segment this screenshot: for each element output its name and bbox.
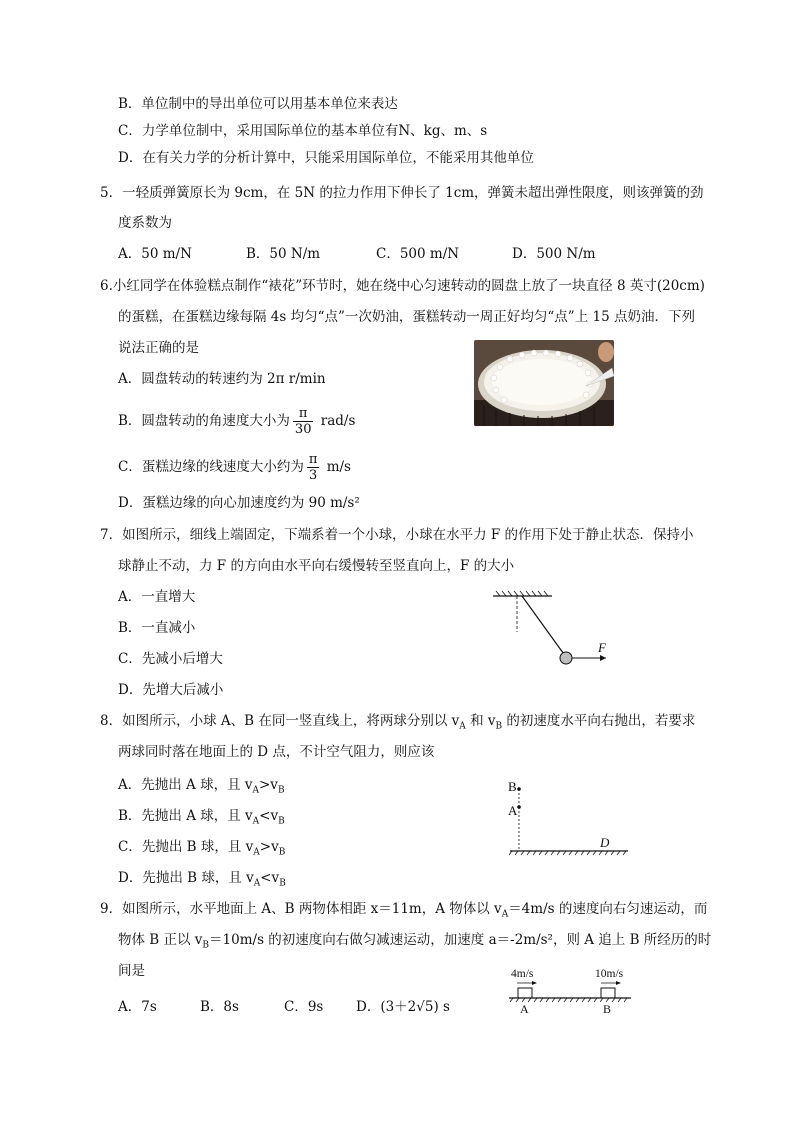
q9-figure-a-label: A — [520, 1002, 529, 1015]
q9-option-a: A．7s — [118, 999, 157, 1015]
q8-projectile-figure — [500, 774, 635, 863]
q7-pendulum-figure — [488, 588, 628, 677]
q9-option-b: B．8s — [200, 999, 239, 1015]
q8-option-c-op: >v — [259, 839, 279, 855]
q9-motion-figure — [505, 963, 635, 1019]
q7-option-b: B．一直减小 — [118, 620, 196, 636]
q6-option-c-fraction — [307, 452, 320, 483]
q8-option-a-text: A．先抛出 A 球，且 v — [118, 777, 253, 793]
q6-option-c-numerator: π — [308, 452, 318, 467]
q6-option-c — [118, 450, 351, 484]
q9-stem-line2 — [118, 930, 711, 956]
q5-stem-line1: 5．一轻质弹簧原长为 9cm，在 5N 的拉力作用下伸长了 1cm，弹簧未超出弹性限度，则该弹簧的劲 — [100, 185, 704, 201]
q8-option-d — [118, 868, 286, 894]
q6-option-a: A．圆盘转动的转速约为 2π r/min — [118, 371, 326, 387]
q6-option-b-numerator: π — [293, 406, 314, 422]
q6-option-c-denominator: 3 — [308, 468, 318, 483]
q8-stem-part3: 的初速度水平向右抛出，若要求 — [506, 713, 696, 729]
q8-option-b — [118, 806, 285, 832]
q6-stem-line2: 的蛋糕，在蛋糕边缘每隔 4s 均匀“点”一次奶油，蛋糕转动一周正好均匀“点”上 15 点奶油．下列 — [118, 309, 695, 325]
q8-option-a-op: >v — [259, 777, 278, 793]
q9-figure-vb-label: 10m/s — [595, 968, 624, 980]
q8-option-b-sub2: B — [278, 816, 285, 827]
q9-stem-part2: ＝4m/s 的速度向右匀速运动，而 — [508, 901, 708, 917]
q8-option-d-sub2: B — [279, 878, 286, 889]
q7-option-a: A．一直增大 — [118, 589, 196, 605]
q6-stem-line3: 说法正确的是 — [118, 340, 199, 356]
q8-option-d-op: <v — [260, 870, 280, 886]
cake-photo-drawing — [474, 340, 614, 426]
q9-sub-b: B — [202, 940, 210, 951]
q6-option-b-unit: rad/s — [320, 413, 356, 429]
q6-option-b-fraction — [293, 406, 314, 437]
q9-figure-b-label: B — [603, 1002, 612, 1015]
q8-option-d-sub1: A — [253, 878, 261, 889]
q8-option-a-sub2: B — [277, 785, 285, 796]
q8-option-b-sub1: A — [252, 816, 260, 827]
q7-option-c: C．先减小后增大 — [118, 651, 223, 667]
q9-option-c: C．9s — [284, 999, 324, 1015]
q9-option-d: D．(3＋2√5) s — [356, 999, 450, 1015]
q5-stem-line2: 度系数为 — [118, 215, 172, 231]
q7-stem-line1: 7．如图所示，细线上端固定，下端系着一个小球，小球在水平力 F 的作用下处于静止状态．保持小 — [100, 527, 694, 543]
q8-figure-d-label: D — [600, 835, 610, 850]
q8-sub-b: B — [495, 721, 503, 732]
q9-stem-line1 — [100, 899, 707, 925]
q7-option-d: D．先增大后减小 — [118, 682, 224, 698]
q9-figure-va-label: 4m/s — [511, 968, 534, 980]
q7-figure-f-label: F — [598, 640, 606, 655]
q5-option-b: B．50 N/m — [246, 246, 321, 262]
q8-stem-part2: 和 v — [470, 713, 496, 729]
q8-stem-line1 — [100, 711, 695, 737]
q4-option-b: B．单位制中的导出单位可以用基本单位来表达 — [118, 96, 398, 112]
q8-option-c-sub2: B — [278, 847, 286, 858]
q6-option-b — [118, 404, 355, 438]
q8-figure-a-label: A — [508, 803, 518, 818]
q5-option-c: C．500 m/N — [376, 246, 460, 262]
q4-option-c: C．力学单位制中，采用国际单位的基本单位有N、kg、m、s — [118, 123, 488, 139]
q5-option-a: A．50 m/N — [118, 246, 192, 262]
q4-option-d: D．在有关力学的分析计算中，只能采用国际单位，不能采用其他单位 — [118, 150, 534, 166]
q8-option-d-text: D．先抛出 B 球，且 v — [118, 870, 254, 886]
q8-stem-line2: 两球同时落在地面上的 D 点，不计空气阻力，则应该 — [118, 744, 435, 760]
q6-option-c-unit: m/s — [326, 459, 351, 475]
q8-option-b-text: B．先抛出 A 球，且 v — [118, 808, 253, 824]
q8-sub-a: A — [459, 721, 466, 732]
q5-option-d: D．500 N/m — [512, 246, 596, 262]
q7-stem-line2: 球静止不动，力 F 的方向由水平向右缓慢转至竖直向上，F 的大小 — [118, 558, 515, 574]
q9-stem-part4: ＝10m/s 的初速度向右做匀减速运动，加速度 a＝-2m/s²，则 A 追上 B 所经历的时 — [209, 932, 712, 948]
q6-option-d: D．蛋糕边缘的向心加速度约为 90 m/s² — [118, 495, 360, 511]
q9-stem-part1: 9．如图所示，水平地面上 A、B 两物体相距 x＝11m，A 物体以 v — [100, 901, 502, 917]
q8-option-a-sub1: A — [252, 785, 259, 796]
q9-sub-a: A — [501, 909, 509, 920]
cake-photo — [474, 340, 614, 426]
q8-option-b-op: <v — [259, 808, 279, 824]
q8-option-c — [118, 837, 285, 863]
q8-figure-b-label: B — [508, 779, 517, 794]
q8-stem-part1: 8．如图所示，小球 A、B 在同一竖直线上，将两球分别以 v — [100, 713, 460, 729]
q9-stem-line3: 间是 — [118, 963, 145, 979]
q8-option-a — [118, 775, 285, 801]
q8-option-c-text: C．先抛出 B 球，且 v — [118, 839, 254, 855]
q6-option-b-prefix: B．圆盘转动的角速度大小为 — [118, 413, 290, 429]
q6-stem-line1: 6.小红同学在体验糕点制作“裱花”环节时，她在绕中心匀速转动的圆盘上放了一块直径 8 英寸(20cm) — [100, 278, 705, 294]
q6-option-b-denominator: 30 — [294, 422, 312, 437]
q6-option-c-prefix: C．蛋糕边缘的线速度大小约为 — [118, 459, 304, 475]
q8-option-c-sub1: A — [253, 847, 260, 858]
q9-stem-part3: 物体 B 正以 v — [118, 932, 203, 948]
